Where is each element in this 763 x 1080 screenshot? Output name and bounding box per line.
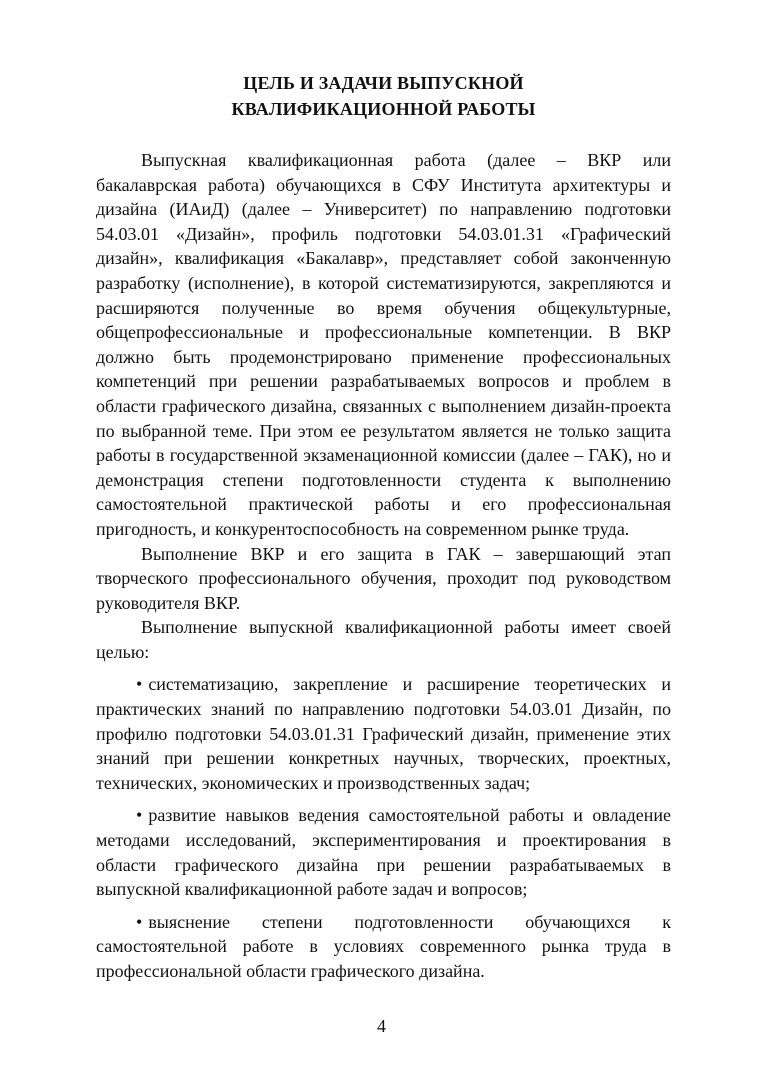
document-body bbox=[96, 148, 671, 992]
goal-list-item bbox=[96, 672, 671, 795]
goal-list bbox=[96, 672, 671, 983]
page-number: 4 bbox=[377, 1016, 386, 1036]
goal-list-item-text: выяснение степени подготовленности обучающихся к самостоятельной работе в условиях современного рынка труда в профессиональной области графического дизайна. bbox=[96, 911, 671, 981]
goal-list-item-text: развитие навыков ведения самостоятельной работы и овладение методами исследований, экспериментирования и проектирования в области графического дизайна при решении разрабатываемых в выпускной квалификационной работе задач и вопросов; bbox=[96, 805, 671, 900]
goal-list-item-text: систематизацию, закрепление и расширение теоретических и практических знаний по направлению подготовки 54.03.01 Дизайн, по профилю подготовки 54.03.01.31 Графический дизайн, применение этих знаний при решении конкретных научных, творческих, проектных, технических, экономических и производственных задач; bbox=[96, 674, 671, 793]
page-title-line-2: КВАЛИФИКАЦИОННОЙ РАБОТЫ bbox=[231, 99, 536, 119]
page-title bbox=[96, 70, 671, 122]
paragraph-intro: Выпускная квалификационная работа (далее – ВКР или бакалаврская работа) обучающихся в СФУ Института архитектуры и дизайна (ИАиД) (далее – Университет) по направлению подготовки 54.03.01 «Дизайн», профиль подготовки 54.03.01.31 «Графический дизайн», квалификация «Бакалавр», представляет собой законченную разработку (исполнение), в которой систематизируются, закрепляются и расширяются полученные во время обучения общекультурные, общепрофессиональные и профессиональные компетенции. В ВКР должно быть продемонстрировано применение профессиональных компетенций при решении разрабатываемых вопросов и проблем в области графического дизайна, связанных с выполнением дизайн-проекта по выбранной теме. При этом ее результатом является не только защита работы в государственной экзаменационной комиссии (далее – ГАК), но и демонстрация степени подготовленности студента к выполнению самостоятельной практической работы и его профессиональная пригодность, и конкурентоспособность на современном рынке труда. bbox=[96, 150, 671, 539]
goal-list-item bbox=[96, 910, 671, 984]
goal-list-item bbox=[96, 803, 671, 901]
bullet-icon: • bbox=[136, 911, 143, 932]
paragraph-defense: Выполнение ВКР и его защита в ГАК – завершающий этап творческого профессионального обучения, проходит под руководством руководителя ВКР. bbox=[96, 543, 671, 613]
bullet-icon: • bbox=[136, 674, 143, 695]
bullet-icon: • bbox=[136, 805, 143, 826]
page-title-line-1: ЦЕЛЬ И ЗАДАЧИ ВЫПУСКНОЙ bbox=[243, 73, 524, 93]
paragraph-goal: Выполнение выпускной квалификационной работы имеет своей целью: bbox=[96, 617, 671, 662]
